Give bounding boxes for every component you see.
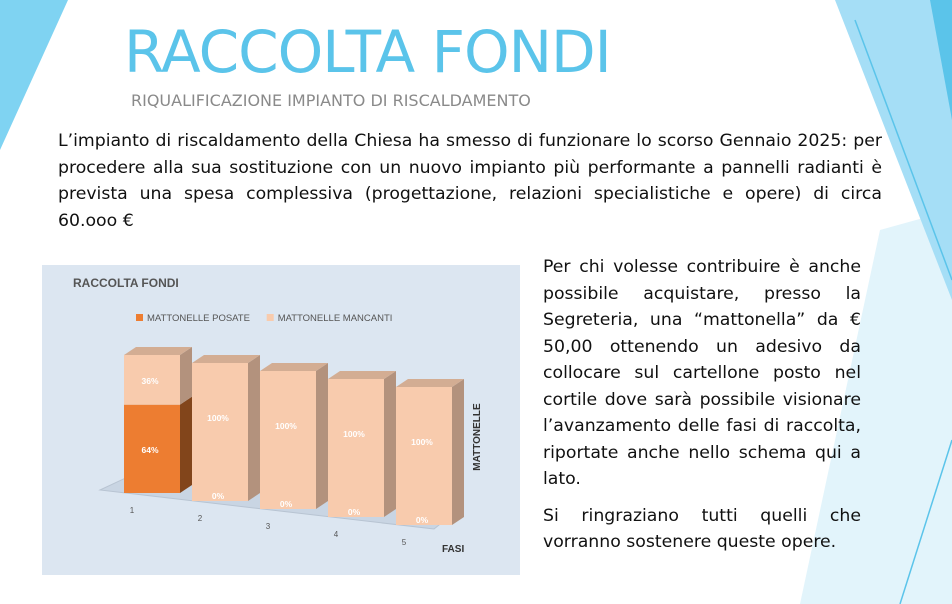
data-label: 100% (343, 429, 365, 439)
legend-swatch (267, 314, 274, 321)
bar-segment-top (192, 355, 260, 363)
bar-segment (192, 363, 248, 501)
bar-segment (260, 371, 316, 509)
side-text (543, 254, 861, 566)
fundraising-chart (42, 265, 520, 575)
bar-segment-side (180, 347, 192, 405)
bar-segment-side (316, 363, 328, 509)
intro-paragraph: L’impianto di riscaldamento della Chiesa ha smesso di funzionare lo scorso Gennaio 2025: per procedere alla sua sostituzione con un nuovo impianto più performante a pannelli radianti è prevista una spesa complessiva (progettazione, relazioni specialistiche e opere) di circa 60.ooo € (58, 131, 882, 231)
bar-segment-top (328, 371, 396, 379)
chart-title: RACCOLTA FONDI (73, 276, 179, 290)
data-label: 100% (275, 421, 297, 431)
bar-segment (328, 379, 384, 517)
x-axis-title: FASI (442, 544, 465, 555)
x-tick-label: 1 (129, 506, 135, 515)
side-paragraph: Per chi volesse contribuire è anche possibile acquistare, presso la Segreteria, una “mattonella” da € 50,00 ottenendo un adesivo da collocare sul cartellone posto nel cortile dove sarà possibile visionare l’avanzamento delle fasi di raccolta, riportate anche nello schema qui a lato. (543, 257, 861, 489)
data-label: 0% (279, 499, 293, 509)
bar-segment-top (124, 347, 192, 355)
legend-label: MATTONELLE MANCANTI (277, 313, 393, 324)
page-subtitle: RIQUALIFICAZIONE IMPIANTO DI RISCALDAMENTO (131, 91, 531, 110)
data-label: 100% (207, 413, 229, 423)
data-label: 0% (415, 515, 429, 525)
x-tick-label: 3 (265, 522, 271, 531)
x-tick-label: 2 (197, 514, 203, 523)
bar-segment-side (384, 371, 396, 517)
bar-segment-side (452, 379, 464, 525)
page-title: RACCOLTA FONDI (124, 18, 611, 86)
bar-segment-side (180, 397, 192, 493)
y-axis-title: MATTONELLE (472, 403, 483, 471)
x-tick-label: 5 (401, 538, 407, 547)
legend-swatch (136, 314, 143, 321)
bar-segment-side (248, 355, 260, 501)
bar-segment-top (260, 363, 328, 371)
data-label: 0% (347, 507, 361, 517)
bar-segment (396, 387, 452, 525)
data-label: 64% (141, 444, 159, 455)
legend-label: MATTONELLE POSATE (147, 313, 250, 324)
side-paragraph: Si ringraziano tutti quelli che vorranno sostenere queste opere. (543, 505, 861, 552)
bar-segment-top (396, 379, 464, 387)
data-label: 0% (211, 491, 225, 501)
data-label: 36% (141, 375, 159, 386)
data-label: 100% (411, 437, 433, 447)
x-tick-label: 4 (333, 530, 339, 539)
